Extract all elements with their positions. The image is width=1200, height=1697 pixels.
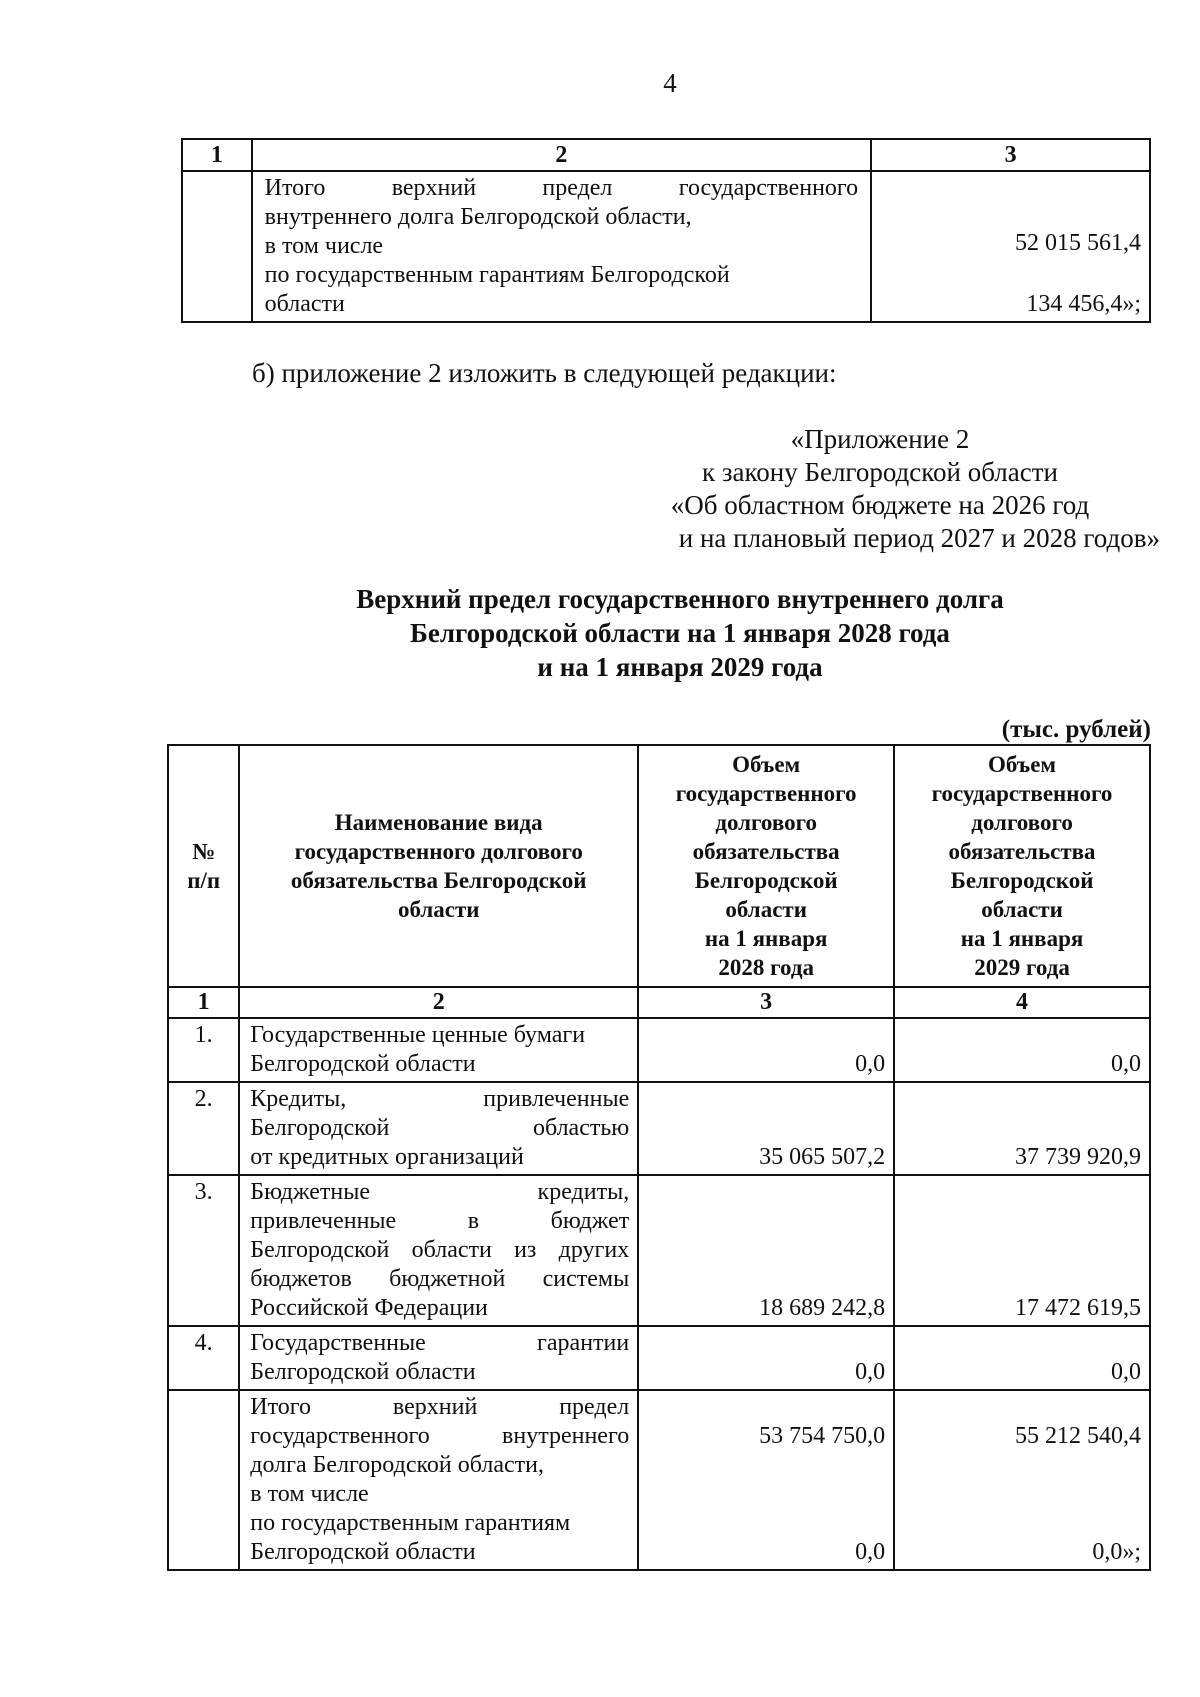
row-number-cell (182, 171, 252, 322)
page-number: 4 (663, 68, 677, 98)
header-line: Объем (732, 752, 801, 777)
header-line: государственного (931, 781, 1113, 806)
header-line: области (725, 897, 807, 922)
header-line: Белгородской (950, 868, 1094, 893)
column-number-2: 2 (252, 139, 872, 171)
total-name-line: внутреннего долга Белгородской области, (264, 204, 692, 230)
header-volume-2028 (638, 745, 894, 987)
row-name-line: Белгородской области из других (250, 1237, 630, 1263)
header-line: государственного (675, 781, 857, 806)
table-row-total (168, 1390, 1150, 1570)
total-values-2029 (894, 1390, 1150, 1570)
column-number-1: 1 (182, 139, 252, 171)
header-line: п/п (187, 868, 221, 893)
value-2028: 35 065 507,2 (638, 1082, 894, 1175)
total-name-line: государственного внутреннего (250, 1423, 630, 1449)
appendix-heading (600, 423, 1160, 555)
total-name (239, 1390, 638, 1570)
column-number-3: 3 (638, 987, 894, 1018)
header-line: обязательства (692, 839, 840, 864)
header-line: Наименование вида (334, 810, 543, 835)
total-name-line: по государственным гарантиям (250, 1510, 571, 1536)
header-line: государственного долгового (294, 839, 583, 864)
appendix-line: «Приложение 2 (790, 424, 970, 454)
total-name-line: Белгородской области (250, 1539, 476, 1565)
row-name (239, 1082, 638, 1175)
total-values-2028 (638, 1390, 894, 1570)
row-name-line: от кредитных организаций (250, 1144, 524, 1170)
title-line: Верхний предел государственного внутреннего долга (356, 584, 1004, 614)
total-value-cell (871, 171, 1150, 322)
total-name-cell (252, 171, 872, 322)
table-row (168, 1018, 1150, 1082)
total-name-line: Итого верхний предел государственного (264, 175, 859, 201)
column-number-3: 3 (871, 139, 1150, 171)
total-name-line: области (264, 291, 345, 317)
row-name (239, 1018, 638, 1082)
row-number: 2. (168, 1082, 239, 1175)
row-name (239, 1326, 638, 1390)
header-volume-2029 (894, 745, 1150, 987)
header-line: области (397, 897, 480, 922)
value-2029: 0,0 (894, 1018, 1150, 1082)
header-line: Белгородской (694, 868, 838, 893)
row-name-line: Государственные гарантии (250, 1330, 630, 1356)
row-number: 3. (168, 1175, 239, 1326)
header-line: обязательства Белгородской (290, 868, 587, 893)
row-name-line: Бюджетные кредиты, (250, 1179, 630, 1205)
header-line: на 1 января (960, 926, 1084, 951)
table-row (168, 1326, 1150, 1390)
column-number-1: 1 (168, 987, 239, 1018)
header-line: Объем (987, 752, 1057, 777)
guarantee-value-2028: 0,0 (855, 1539, 886, 1565)
debt-limit-table (167, 744, 1151, 1571)
header-line: № (192, 839, 216, 864)
value-2028: 0,0 (638, 1326, 894, 1390)
row-name-line: бюджетов бюджетной системы (250, 1266, 630, 1292)
table-row (168, 1175, 1150, 1326)
table-row-total (182, 171, 1150, 322)
total-name-line: в том числе (264, 233, 384, 259)
header-line: области (981, 897, 1063, 922)
header-number (168, 745, 239, 987)
row-number: 1. (168, 1018, 239, 1082)
title-line: и на 1 января 2029 года (537, 652, 823, 682)
row-name-line: Кредиты, привлеченные (250, 1086, 630, 1112)
value-2028: 0,0 (638, 1018, 894, 1082)
title-line: Белгородской области на 1 января 2028 года (410, 618, 950, 648)
row-name-line: Государственные ценные бумаги (250, 1022, 586, 1048)
value-2028: 18 689 242,8 (638, 1175, 894, 1326)
row-name-line: Белгородской области (250, 1051, 476, 1077)
table-header-row (168, 745, 1150, 987)
appendix-line: и на плановый период 2027 и 2028 годов» (678, 523, 1160, 553)
appendix-line: к закону Белгородской области (702, 457, 1058, 487)
header-name (239, 745, 638, 987)
header-line: 2029 года (974, 955, 1070, 980)
total-value-2028: 53 754 750,0 (759, 1423, 886, 1449)
row-number: 4. (168, 1326, 239, 1390)
row-name-line: привлеченные в бюджет (250, 1208, 630, 1234)
total-name-line: Итого верхний предел (250, 1394, 630, 1420)
total-value: 52 015 561,4 (1015, 230, 1141, 256)
value-2029: 37 739 920,9 (894, 1082, 1150, 1175)
total-name-line: по государственным гарантиям Белгородской (264, 262, 730, 288)
row-name (239, 1175, 638, 1326)
total-name-line: в том числе (250, 1481, 369, 1507)
table-row (168, 1082, 1150, 1175)
row-name-line: Российской Федерации (250, 1295, 488, 1321)
debt-table-continuation (181, 138, 1151, 323)
guarantee-value: 134 456,4»; (1026, 291, 1141, 317)
header-line: обязательства (948, 839, 1096, 864)
total-value-2029: 55 212 540,4 (1015, 1423, 1141, 1449)
header-line: долгового (971, 810, 1073, 835)
header-line: 2028 года (718, 955, 814, 980)
units-label: (тыс. рублей) (1001, 716, 1151, 743)
row-name-line: Белгородской областью (250, 1115, 630, 1141)
appendix-line: «Об областном бюджете на 2026 год (670, 490, 1090, 520)
value-2029: 17 472 619,5 (894, 1175, 1150, 1326)
column-numbers-row (168, 987, 1150, 1018)
column-number-4: 4 (894, 987, 1150, 1018)
header-line: долгового (715, 810, 817, 835)
amendment-item-b: б) приложение 2 изложить в следующей редакции: (252, 358, 837, 388)
row-number-empty (168, 1390, 239, 1570)
column-number-2: 2 (239, 987, 638, 1018)
row-name-line: Белгородской области (250, 1359, 476, 1385)
guarantee-value-2029: 0,0»; (1092, 1539, 1141, 1565)
document-title (200, 582, 1160, 684)
table-header-row (182, 139, 1150, 171)
value-2029: 0,0 (894, 1326, 1150, 1390)
total-name-line: долга Белгородской области, (250, 1452, 544, 1478)
header-line: на 1 января (704, 926, 828, 951)
